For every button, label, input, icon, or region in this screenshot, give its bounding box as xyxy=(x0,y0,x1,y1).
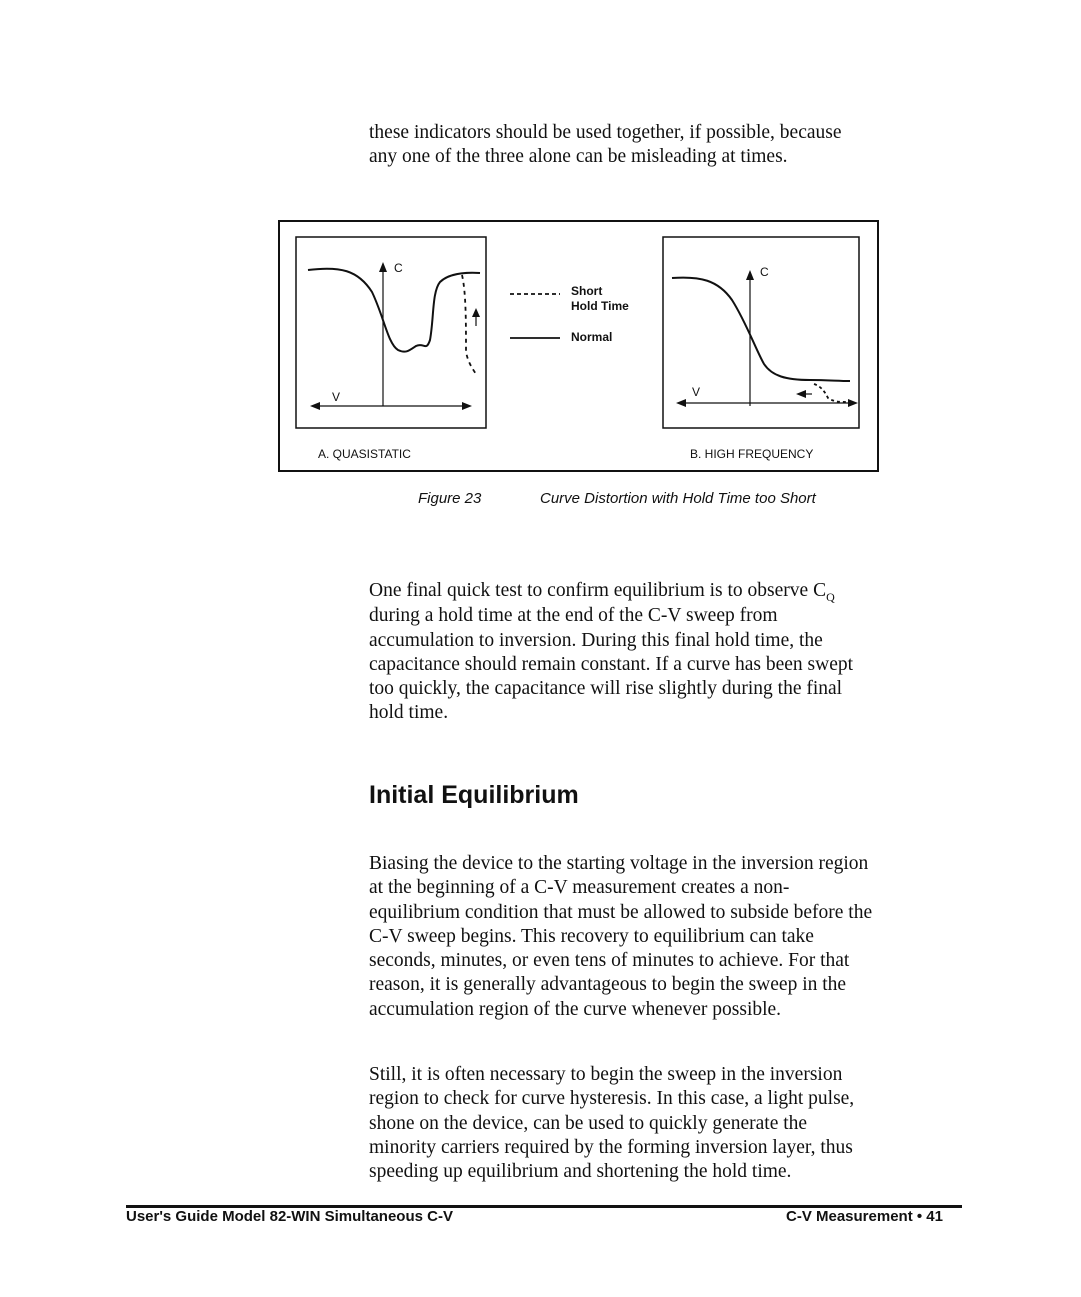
figure-caption-number: Figure 23 xyxy=(418,490,482,507)
footer-guide-title: User's Guide Model 82-WIN Simultaneous C-V xyxy=(126,1208,453,1225)
quick-test-line xyxy=(369,579,853,604)
figure-caption-title: Curve Distortion with Hold Time too Short xyxy=(540,490,816,507)
quick-test-line1-text: One final quick test to confirm equilibrium is to observe C xyxy=(369,580,827,601)
panel-a-title: A. QUASISTATIC xyxy=(318,447,411,461)
still-line: Still, it is often necessary to begin the sweep in the inversion xyxy=(369,1064,843,1085)
legend-short-label: Short xyxy=(571,284,603,298)
biasing-line: accumulation region of the curve whenever possible. xyxy=(369,998,782,1020)
still-line: minority carriers required by the forming inversion layer, thus xyxy=(369,1136,853,1158)
biasing-line: equilibrium condition that must be allowed to subside before the xyxy=(369,901,873,923)
panel-b-normal-curve xyxy=(672,278,850,381)
quick-test-line: during a hold time at the end of the C-V sweep from xyxy=(369,605,778,627)
biasing-line: C-V sweep begins. This recovery to equilibrium can take xyxy=(369,925,814,947)
panel-b-left-arrowhead xyxy=(796,390,806,398)
biasing-paragraph xyxy=(369,852,872,1022)
biasing-line: reason, it is generally advantageous to begin the sweep in the xyxy=(369,974,847,996)
panel-a-normal-curve xyxy=(308,269,480,352)
panel-a-v-arrow-left xyxy=(310,402,320,410)
biasing-line: Biasing the device to the starting voltage in the inversion region xyxy=(369,853,869,874)
quick-test-line: accumulation to inversion. During this final hold time, the xyxy=(369,629,823,651)
panel-b-v-arrow-left xyxy=(676,399,686,407)
quick-test-paragraph xyxy=(369,579,853,726)
cq-subscript: Q xyxy=(826,590,835,604)
biasing-line: seconds, minutes, or even tens of minutes to achieve. For that xyxy=(369,950,850,972)
panel-b-v-label: V xyxy=(692,385,701,399)
quick-test-line: too quickly, the capacitance will rise slightly during the final xyxy=(369,678,843,700)
quick-test-line: hold time. xyxy=(369,702,449,724)
intro-paragraph xyxy=(369,121,842,170)
panel-a-c-arrowhead xyxy=(379,262,387,272)
panel-a-frame xyxy=(296,237,486,428)
panel-b-v-arrow-right xyxy=(848,399,858,407)
quick-test-line: capacitance should remain constant. If a curve has been swept xyxy=(369,653,854,675)
figure-23 xyxy=(278,220,879,472)
panel-a-short-hold-curve xyxy=(462,275,476,374)
still-line: region to check for curve hysteresis. In this case, a light pulse, xyxy=(369,1088,855,1110)
intro-line: any one of the three alone can be misleading at times. xyxy=(369,146,788,168)
still-line: speeding up equilibrium and shortening the hold time. xyxy=(369,1161,792,1183)
still-paragraph xyxy=(369,1063,854,1184)
panel-a-v-label: V xyxy=(332,390,341,404)
biasing-line: at the beginning of a C-V measurement creates a non- xyxy=(369,877,790,899)
intro-line: these indicators should be used together, if possible, because xyxy=(369,122,842,143)
panel-a-v-arrow-right xyxy=(462,402,472,410)
footer-page-label: C-V Measurement • 41 xyxy=(786,1208,943,1225)
legend-hold-time-label: Hold Time xyxy=(571,299,629,313)
figure-graphic xyxy=(280,222,877,470)
panel-a-c-label: C xyxy=(394,261,403,275)
still-line: shone on the device, can be used to quickly generate the xyxy=(369,1112,808,1134)
legend-normal-label: Normal xyxy=(571,330,613,344)
panel-a-up-arrowhead xyxy=(472,308,480,317)
panel-b-title: B. HIGH FREQUENCY xyxy=(690,447,814,461)
section-heading: Initial Equilibrium xyxy=(369,781,579,809)
panel-b-short-hold-curve xyxy=(814,384,848,402)
panel-b-c-label: C xyxy=(760,265,769,279)
panel-b-c-arrowhead xyxy=(746,270,754,280)
